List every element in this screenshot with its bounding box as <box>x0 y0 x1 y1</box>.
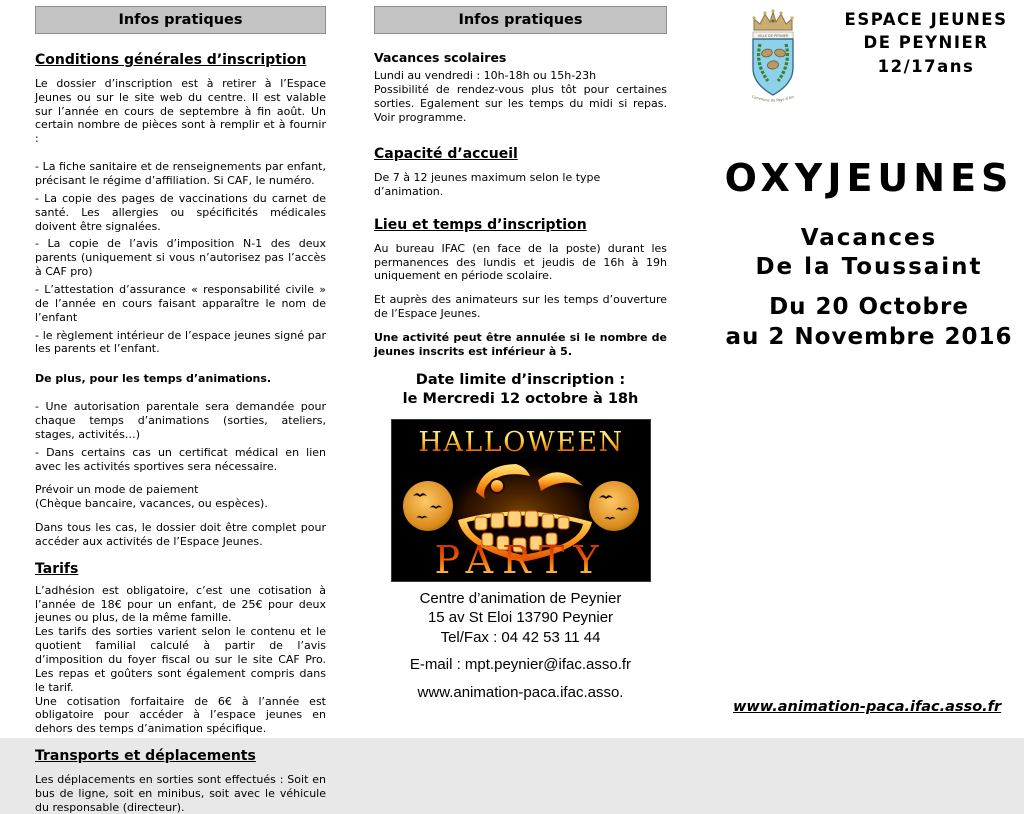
footer-website: www.animation-paca.ifac.asso.fr <box>733 699 1002 715</box>
contact-line1: Centre d’animation de Peynier <box>419 589 622 607</box>
paiement-line2: (Chèque bancaire, vacances, ou espèces). <box>35 497 268 511</box>
org-line2: DE PEYNIER <box>863 33 989 53</box>
holiday-dates-line1: Du 20 Octobre <box>769 294 969 320</box>
halloween-poster-svg <box>391 419 651 582</box>
logo-bottom-text: Commune du Pays d’Aix <box>751 94 795 103</box>
poster-subtitle-text: PARTY <box>434 537 607 582</box>
transports-title: Transports et déplacements <box>35 748 256 765</box>
tarifs-paragraph: L’adhésion est obligatoire, c’est une cotisation à l’année de 18€ pour un enfant, de 25€ pour deux jeunes ou plus, de la même famille. <box>35 583 326 625</box>
paiement-note <box>35 483 326 511</box>
condition-bullet: - L’attestation d’assurance « responsabilité civile » de l’année en cours faisant apparaître le nom de l’enfant <box>35 282 326 324</box>
condition-bullet: - le règlement intérieur de l’espace jeunes signé par les parents et l’enfant. <box>35 328 326 356</box>
left-panel-header <box>35 6 326 34</box>
contact-line2: 15 av St Eloi 13790 Peynier <box>427 609 614 627</box>
animations-bullet: - Une autorisation parentale sera demandée pour chaque temps d’animations (sorties, ateliers, stages, activités…) <box>35 400 326 441</box>
crown-icon <box>752 9 793 30</box>
vacances-paragraph: Possibilité de rendez-vous plus tôt pour certaines sorties. Egalement sur les temps du midi si repas. Voir programme. <box>374 82 667 124</box>
contact-block <box>374 589 667 648</box>
brochure-title: OXYJEUNES <box>724 156 1014 200</box>
vacances-title: Vacances scolaires <box>374 50 507 65</box>
capacite-title: Capacité d’accueil <box>374 146 518 163</box>
tarifs-paragraph: Une cotisation forfaitaire de 6€ à l’année est obligatoire pour accéder à l’espace jeunes en dehors des temps d’animation spécifique. <box>35 694 326 736</box>
deadline-line2: le Mercredi 12 octobre à 18h <box>402 391 639 408</box>
dossier-note: Dans tous les cas, le dossier doit être complet pour accéder aux activités de l’Espace Jeunes. <box>35 521 326 548</box>
middle-panel-header-label: Infos pratiques <box>458 12 583 28</box>
condition-bullet: - La copie des pages de vaccinations du carnet de santé. Les allergies ou spécificités médicales doivent être signalées. <box>35 191 326 233</box>
shield-icon <box>753 39 793 95</box>
moon-bats-icon <box>589 481 639 531</box>
tarifs-paragraph: Les tarifs des sorties varient selon le contenu et le quotient familial calculé à partir de l’avis d’imposition du foyer fiscal ou sur le site CAF Pro. Les repas et goûters sont également compris dans le tarif. <box>35 625 326 694</box>
condition-bullet: - La copie de l’avis d’imposition N-1 des deux parents (uniquement si vous n’autorisez pas l’accès à CAF pro) <box>35 237 326 279</box>
paiement-line1: Prévoir un mode de paiement <box>35 483 199 497</box>
holiday-subtitle-line1: Vacances <box>800 225 938 251</box>
lieu-paragraph2: Et auprès des animateurs sur les temps d’ouverture de l’Espace Jeunes. <box>374 293 667 321</box>
lieu-paragraph1: Au bureau IFAC (en face de la poste) durant les permanences des lundis et jeudis de 16h à 19h uniquement en période scolaire. <box>374 241 667 283</box>
svg-text:Commune du Pays d’Aix <box>751 94 795 102</box>
poster-title-text: HALLOWEEN <box>417 426 624 458</box>
logo-band-text: VILLE DE PEYNIER <box>757 34 789 38</box>
middle-panel-header <box>374 6 667 34</box>
holiday-dates <box>718 293 1020 353</box>
org-line1: ESPACE JEUNES <box>844 10 1008 29</box>
capacite-text: De 7 à 12 jeunes maximum selon le type d’animation. <box>374 171 601 199</box>
left-panel <box>35 6 326 814</box>
middle-panel <box>374 6 667 701</box>
moon-bats-icon <box>403 481 453 531</box>
contact-line3: Tel/Fax : 04 42 53 11 44 <box>440 628 601 646</box>
holiday-subtitle-line2: De la Toussaint <box>755 253 983 280</box>
halloween-poster-image <box>374 419 667 582</box>
holiday-subtitle <box>718 224 1020 282</box>
org-name-block <box>830 8 1022 78</box>
deadline-line1: Date limite d’inscription : <box>415 371 626 388</box>
lieu-title: Lieu et temps d’inscription <box>374 216 587 233</box>
condition-bullet: - La fiche sanitaire et de renseignements par enfant, précisant le régime d’affiliation. Si CAF, le numéro. <box>35 160 326 187</box>
conditions-title: Conditions générales d’inscription <box>35 52 307 68</box>
holiday-dates-line2: au 2 Novembre 2016 <box>725 323 1013 350</box>
transports-text: Les déplacements en sorties sont effectués : Soit en bus de ligne, soit en minibus, soit avec le véhicule du responsable (directeur). <box>35 772 326 814</box>
org-line3: 12/17ans <box>877 56 975 76</box>
conditions-intro: Le dossier d’inscription est à retirer à l’Espace Jeunes ou sur le site web du centre. Il est valable sur l’année en cours de septembre à fin août. Un certain nombre de pièces sont à remplir et à fournir : <box>35 76 326 146</box>
right-panel <box>718 0 1020 738</box>
coat-of-arms-svg <box>742 6 804 108</box>
contact-website: www.animation-paca.ifac.asso. <box>417 684 624 702</box>
animations-bullet: - Dans certains cas un certificat médical en lien avec les activités sportives sera nécessaire. <box>35 445 326 473</box>
deadline-block <box>374 371 667 410</box>
tarifs-title: Tarifs <box>35 560 79 577</box>
contact-email: E-mail : mpt.peynier@ifac.asso.fr <box>409 656 632 674</box>
animations-note: De plus, pour les temps d’animations. <box>35 372 272 386</box>
vacances-line1: Lundi au vendredi : 10h-18h ou 15h-23h <box>374 69 597 82</box>
annulation-warning: Une activité peut être annulée si le nombre de jeunes inscrits est inférieur à 5. <box>374 331 667 358</box>
peynier-coat-of-arms-logo <box>742 6 804 108</box>
left-panel-header-label: Infos pratiques <box>118 12 243 28</box>
